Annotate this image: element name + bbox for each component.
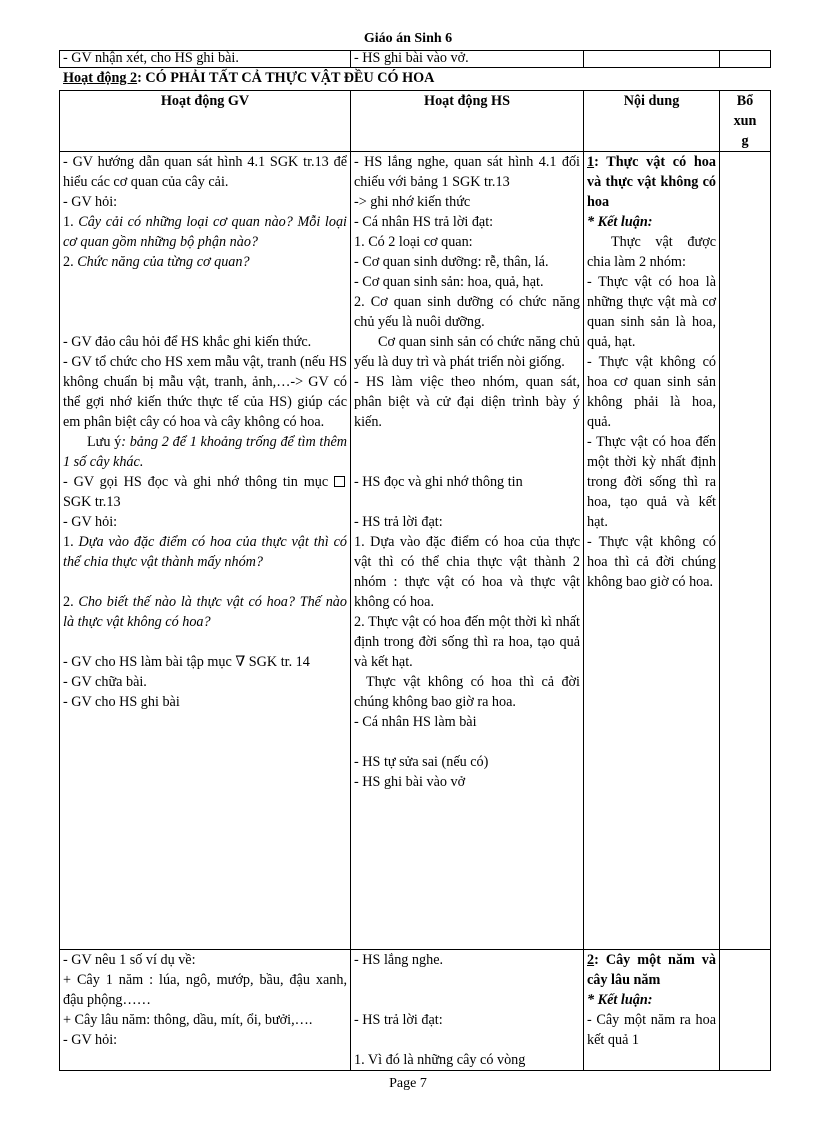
row1-bs-cell: [720, 152, 771, 950]
previous-table-row: [59, 50, 771, 68]
activity-title: : CÓ PHẢI TẤT CẢ THỰC VẬT ĐỀU CÓ HOA: [137, 70, 435, 86]
spacer: [354, 1030, 580, 1050]
square-box-icon: [334, 476, 345, 487]
spacer: [354, 732, 580, 752]
text-line: : bảng 2 để 1 khoảng trống để tìm thêm 1 số cây khác.: [63, 434, 347, 470]
text-line: - Cơ quan sinh dưỡng: rễ, thân, lá.: [354, 254, 549, 270]
page-header-title: Giáo án Sinh 6: [363, 31, 453, 46]
text-line: 1.: [63, 534, 79, 550]
col-header-bo-sung-1: Bổ: [736, 93, 754, 109]
text-line: * Kết luận:: [587, 992, 653, 1008]
text-line: : Thực vật có hoa và thực vật không có hoa: [587, 154, 716, 210]
table-row: [60, 950, 771, 1071]
text-line: - GV hỏi:: [63, 514, 118, 530]
page-number: Page 7: [389, 1076, 427, 1091]
text-line: - HS ghi bài vào vở: [354, 774, 466, 790]
text-line: 2: [587, 952, 595, 968]
row1-hs-cell: [351, 152, 584, 950]
text-line: 2.: [63, 254, 78, 270]
text-line: 1. Vì đó là những cây có vòng: [354, 1052, 526, 1068]
row1-nd-cell: [584, 152, 720, 950]
lesson-table: [59, 90, 771, 1071]
text-line: + Cây 1 năm : lúa, ngô, mướp, bầu, đậu xanh, đậu phộng……: [63, 972, 347, 1008]
col-header-nd: Nội dung: [584, 91, 720, 152]
text-line: - HS đọc và ghi nhớ thông tin: [354, 474, 523, 490]
text-line: Cơ quan sinh sản có chức năng chủ yếu là duy trì và phát triển nòi giống.: [354, 334, 580, 370]
spacer: [354, 432, 580, 472]
text-line: * Kết luận:: [587, 214, 653, 230]
row2-gv-cell: [60, 950, 351, 1071]
text-line: - Cây một năm ra hoa kết quả 1: [587, 1012, 716, 1048]
text-line: 2.: [63, 594, 79, 610]
text-line: : Cây một năm và cây lâu năm: [587, 952, 716, 988]
text-line: - HS trả lời đạt:: [354, 514, 443, 530]
prev-hs-cell: - HS ghi bài vào vở.: [351, 51, 584, 68]
text-line: + Cây lâu năm: thông, dầu, mít, ổi, bưởi,….: [63, 1012, 313, 1028]
col-header-hs: Hoạt động HS: [351, 91, 584, 152]
text-line: - GV hỏi:: [63, 1032, 118, 1048]
prev-bs-cell: [720, 51, 771, 68]
text-line: - GV nêu 1 số ví dụ về:: [63, 952, 196, 968]
text-line: - Thực vật có hoa đến một thời kỳ nhất định trong đời sống thì ra hoa, tạo quả và kết hạt.: [587, 434, 716, 530]
table-header-row: [60, 91, 771, 152]
text-line: - GV cho HS làm bài tập mục ∇ SGK tr. 14: [63, 654, 310, 670]
text-line: Thực vật được chia làm 2 nhóm:: [587, 234, 716, 270]
text-line: - GV đảo câu hỏi để HS khắc ghi kiến thức.: [63, 334, 312, 350]
prev-nd-cell: [584, 51, 720, 68]
row2-bs-cell: [720, 950, 771, 1071]
text-line: - Thực vật không có hoa thì cả đời chúng không bao giờ có hoa.: [587, 534, 716, 590]
text-line: - GV hướng dẫn quan sát hình 4.1 SGK tr.13 để hiểu các cơ quan của cây cải.: [63, 154, 347, 190]
row1-gv-cell: [60, 152, 351, 950]
text-line: SGK tr.13: [63, 494, 121, 510]
spacer: [63, 632, 347, 652]
activity-heading: [63, 70, 434, 87]
text-line: Cho biết thế nào là thực vật có hoa? Thế nào là thực vật không có hoa?: [63, 594, 347, 630]
text-line: Thực vật không có hoa thì cả đời chúng không bao giờ ra hoa.: [354, 674, 580, 710]
spacer: [354, 970, 580, 1010]
text-line: - GV tổ chức cho HS xem mẫu vật, tranh (nếu HS không chuẩn bị mẫu vật, tranh, ảnh,…-> GV có thể gợi nhớ kiến thức thực tế của HS) giúp các em phân biệt cây có hoa và cây không có hoa.: [63, 354, 347, 430]
row2-nd-cell: [584, 950, 720, 1071]
text-line: - Cá nhân HS trả lời đạt:: [354, 214, 494, 230]
text-line: - Cơ quan sinh sản: hoa, quả, hạt.: [354, 274, 544, 290]
row2-hs-cell: [351, 950, 584, 1071]
prev-gv-cell: - GV nhận xét, cho HS ghi bài.: [60, 51, 351, 68]
spacer: [354, 492, 580, 512]
text-line: - Thực vật có hoa là những thực vật mà cơ quan sinh sản là hoa, quả, hạt.: [587, 274, 716, 350]
text-line: Cây cải có những loại cơ quan nào? Mỗi loại cơ quan gồm những bộ phận nào?: [63, 214, 347, 250]
text-line: - Thực vật không có hoa cơ quan sinh sản không phải là hoa, quả.: [587, 354, 716, 430]
text-line: 1.: [63, 214, 79, 230]
text-line: 1. Dựa vào đặc điểm có hoa của thực vật thì có thể chia thực vật thành 2 nhóm : thực vật có hoa và thực vật không có hoa.: [354, 534, 580, 610]
text-line: - HS lắng nghe, quan sát hình 4.1 đối chiếu với bảng 1 SGK tr.13: [354, 154, 580, 190]
text-line: - GV cho HS ghi bài: [63, 694, 180, 710]
text-line: Lưu ý: [87, 434, 122, 450]
text-line: 1. Có 2 loại cơ quan:: [354, 234, 473, 250]
text-line: - HS trả lời đạt:: [354, 1012, 443, 1028]
text-line: Chức năng của từng cơ quan?: [77, 254, 250, 270]
text-line: - Cá nhân HS làm bài: [354, 714, 477, 730]
col-header-gv: Hoạt động GV: [60, 91, 351, 152]
text-line: - HS làm việc theo nhóm, quan sát, phân biệt và cử đại diện trình bày ý kiến.: [354, 374, 580, 430]
text-line: - HS tự sửa sai (nếu có): [354, 754, 489, 770]
spacer: [63, 572, 347, 592]
col-header-bo-sung-3: g: [741, 133, 749, 149]
text-line: 2. Cơ quan sinh dưỡng có chức năng chủ yếu là nuôi dưỡng.: [354, 294, 580, 330]
col-header-bo-sung-2: xun: [733, 113, 757, 129]
text-line: Dựa vào đặc điểm có hoa của thực vật thì có thể chia thực vật thành mấy nhóm?: [63, 534, 347, 570]
text-line: - GV hỏi:: [63, 194, 118, 210]
col-header-bo-sung: [720, 91, 771, 152]
text-line: - GV gọi HS đọc và ghi nhớ thông tin mục: [63, 474, 334, 490]
text-line: - GV chữa bài.: [63, 674, 147, 690]
text-line: -> ghi nhớ kiến thức: [354, 194, 471, 210]
activity-label: Hoạt động 2: [63, 70, 138, 86]
text-line: - HS lắng nghe.: [354, 952, 444, 968]
table-row: [60, 152, 771, 950]
spacer: [63, 272, 347, 332]
text-line: 2. Thực vật có hoa đến một thời kì nhất định trong đời sống thì ra hoa, tạo quả và kết hạt.: [354, 614, 580, 670]
text-line: 1: [587, 154, 595, 170]
